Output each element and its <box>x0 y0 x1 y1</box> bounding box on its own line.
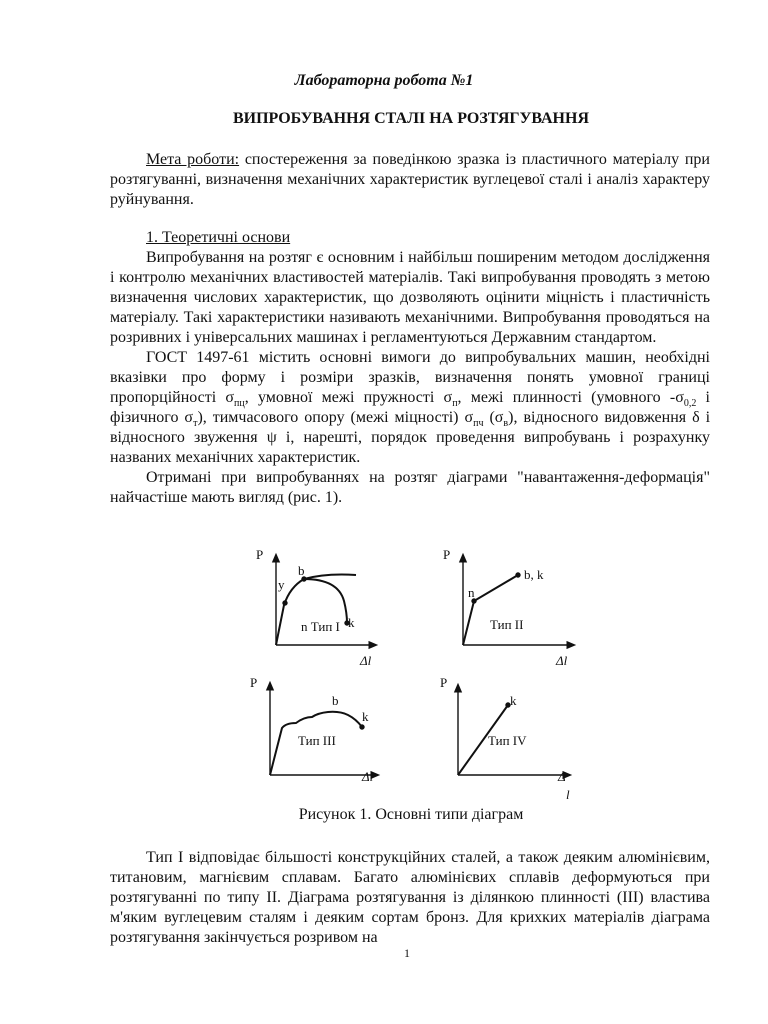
diag4-x-axis: Δ <box>558 769 566 784</box>
paragraph-1: Випробування на розтяг є основним і найбільш поширеним методом дослідження і контролю механічних властивостей матеріалів. Такі випробування проводять з метою визначення числових характеристик, що дозволяють оцінити міцність і пластичність матеріалу. Такі характеристики називають механічними. Випробування проводяться на розривних і універсальних машинах і регламентуються Державним стандартом. <box>110 249 710 346</box>
diag3-x-axis: Δl <box>362 769 374 784</box>
figure-diagrams <box>0 535 768 815</box>
diag4-type-label: Тип IV <box>488 733 527 748</box>
diag1-x-axis: Δl <box>360 653 372 668</box>
diag2-y-axis: P <box>443 547 451 562</box>
diag1-type-label: n Тип I <box>301 619 340 634</box>
goal-text: спостереження за поведінкою зразка із пластичного матеріалу при розтягуванні, визначення механічних характеристик вуглецевої сталі і аналіз характеру руйнування. <box>110 151 710 208</box>
diag2-x-axis: Δl <box>556 653 568 668</box>
diag1-point-k: k <box>348 615 355 630</box>
section-1 <box>110 228 710 508</box>
diag3-type-label: Тип III <box>298 733 336 748</box>
diag2-type-label: Тип II <box>490 617 524 632</box>
diag4-y-axis: P <box>440 675 448 690</box>
diag1-point-b: b <box>298 563 305 578</box>
diag1-point-y: y <box>278 577 285 592</box>
paragraph-4: Тип I відповідає більшості конструкційних сталей, а також деяким алюмінієвим, титановим, магнієвим сплавам. Багато алюмінієвих сплавів деформуються при розтягуванні по типу II. Діаграма розтягування із ділянкою плинності (III) властива м'яким вуглецевим сталям і деяким сортам бронз. Для крихких матеріалів діаграма розтягування закінчується розривом на <box>110 849 710 946</box>
paragraph-3: Отримані при випробуваннях на розтяг діаграми "навантаження-деформація" найчастіше мають вигляд (рис. 1). <box>110 469 710 506</box>
goal-paragraph <box>110 150 710 210</box>
page-number: 1 <box>404 946 410 960</box>
diag3-point-k: k <box>362 709 369 724</box>
lab-title: Лабораторна робота №1 <box>294 72 474 89</box>
figure-caption: Рисунок 1. Основні типи діаграм <box>298 806 524 823</box>
diag4-point-k: k <box>510 693 517 708</box>
diag1-y-axis: P <box>256 547 264 562</box>
diag3-y-axis: P <box>250 675 258 690</box>
paragraph-2: ГОСТ 1497-61 містить основні вимоги до випробувальних машин, необхідні вказівки про форму і розміри зразків, визначення понять умовної границі пропорційності $\sigma_{пц}$, умовної межі пружності $\sigma_п$, межі плинності (умовного $-\sigma_{0,2}$ і фізичного $\sigma_т$), тимчасового опору (межі міцності) $\sigma_{пч}$ $(\sigma_в)$, відносного видовження δ і відносного звуження ψ і, нарешті, порядок проведення випробувань і розрахунку названих механічних характеристик. <box>110 349 711 466</box>
diag4-x-axis-extra: l <box>566 787 570 802</box>
diagram-type-3 <box>270 685 376 775</box>
diag2-point-bk: b, k <box>524 567 544 582</box>
diag2-point-n: n <box>468 585 475 600</box>
diag3-point-b: b <box>332 693 339 708</box>
section-1-title: 1. Теоретичні основи <box>146 229 291 246</box>
goal-label: Мета роботи: <box>146 151 240 168</box>
page-heading: ВИПРОБУВАННЯ СТАЛІ НА РОЗТЯГУВАННЯ <box>232 110 589 127</box>
